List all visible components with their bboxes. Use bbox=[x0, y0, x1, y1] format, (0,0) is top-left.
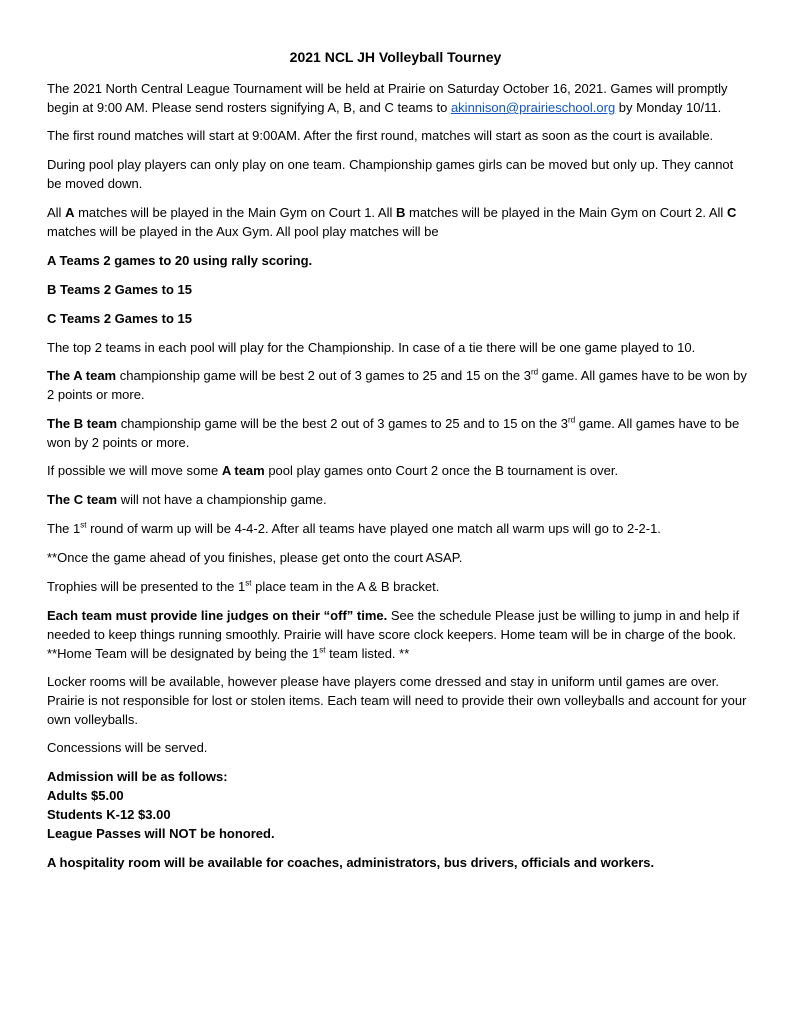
b-teams-rule: B Teams 2 Games to 15 bbox=[47, 282, 192, 297]
court-assignment-paragraph bbox=[47, 203, 747, 241]
move-text-1: If possible we will move some bbox=[47, 463, 222, 478]
home-team-text-1: **Home Team will be designated by being the 1 bbox=[47, 646, 320, 661]
court-text-4: matches will be played in the Aux Gym. All pool play matches will be bbox=[47, 224, 439, 239]
a-team-championship-paragraph bbox=[47, 366, 747, 404]
a-team-label: The A team bbox=[47, 368, 117, 383]
b-team-text-1: championship game will be the best 2 out of 3 games to 25 and to 15 on the 3 bbox=[117, 416, 569, 431]
hospitality-paragraph: A hospitality room will be available for coaches, administrators, bus drivers, officials and workers. bbox=[47, 855, 655, 870]
court-a-label: A bbox=[65, 205, 75, 220]
admission-students: Students K-12 $3.00 bbox=[47, 807, 171, 822]
trophies-text-2: place team in the A & B bracket. bbox=[251, 579, 440, 594]
trophies-sup: st bbox=[245, 578, 252, 588]
locker-rooms-paragraph: Locker rooms will be available, however please have players come dressed and stay in uniform until games are over. Prairie is not responsible for lost or stolen items. Each team will need to provide their own volleyballs and account for your own volleyballs. bbox=[47, 674, 747, 727]
b-team-label: The B team bbox=[47, 416, 118, 431]
court-b-label: B bbox=[396, 205, 406, 220]
page-title: 2021 NCL JH Volleyball Tourney bbox=[289, 49, 502, 65]
warm-up-text-2: round of warm up will be 4-4-2. After all teams have played one match all warm ups will go to 2-2-1. bbox=[86, 521, 661, 536]
move-text-2: pool play games onto Court 2 once the B tournament is over. bbox=[264, 463, 619, 478]
a-team-text-1: championship game will be best 2 out of 3 games to 25 and 15 on the 3 bbox=[116, 368, 531, 383]
line-judges-label: Each team must provide line judges on their “off” time. bbox=[47, 608, 388, 623]
warm-up-sup: st bbox=[80, 520, 87, 530]
concessions-paragraph: Concessions will be served. bbox=[47, 740, 208, 755]
admission-adults: Adults $5.00 bbox=[47, 788, 124, 803]
trophies-text-1: Trophies will be presented to the 1 bbox=[47, 579, 246, 594]
court-text-3: matches will be played in the Main Gym on Court 2. All bbox=[405, 205, 727, 220]
intro-paragraph bbox=[47, 79, 747, 117]
home-team-text-2: team listed. ** bbox=[325, 646, 410, 661]
court-text-1: All bbox=[47, 205, 66, 220]
c-team-label: The C team bbox=[47, 492, 118, 507]
move-games-paragraph bbox=[47, 461, 747, 480]
c-teams-rule: C Teams 2 Games to 15 bbox=[47, 311, 192, 326]
email-link[interactable]: akinnison@prairieschool.org bbox=[450, 100, 616, 115]
admission-block bbox=[47, 767, 747, 843]
court-asap-paragraph: **Once the game ahead of you finishes, please get onto the court ASAP. bbox=[47, 550, 463, 565]
admission-heading: Admission will be as follows: bbox=[47, 769, 228, 784]
first-round-paragraph: The first round matches will start at 9:00AM. After the first round, matches will start as soon as the court is available. bbox=[47, 128, 714, 143]
a-teams-rule: A Teams 2 games to 20 using rally scoring. bbox=[47, 253, 313, 268]
court-c-label: C bbox=[726, 205, 737, 220]
c-team-paragraph bbox=[47, 490, 747, 509]
warm-up-text-1: The 1 bbox=[47, 521, 81, 536]
home-team-sup: st bbox=[319, 645, 326, 655]
move-a-team-label: A team bbox=[221, 463, 265, 478]
intro-text-a: The 2021 North Central League Tournament will be held at Prairie on Saturday October 16, 2021. Games will promptly begin at 9:00 AM. Please send rosters signifying A, B, and C teams to bbox=[47, 81, 728, 115]
trophies-paragraph bbox=[47, 577, 747, 596]
b-team-sup: rd bbox=[568, 415, 576, 425]
warm-up-paragraph bbox=[47, 519, 747, 538]
a-team-sup: rd bbox=[530, 367, 539, 377]
b-team-text-2: game. All games have to be won by 2 points or more. bbox=[47, 416, 740, 450]
admission-passes: League Passes will NOT be honored. bbox=[47, 826, 275, 841]
a-team-text-2: game. All games have to be won by 2 points or more. bbox=[47, 368, 747, 402]
pool-play-paragraph: During pool play players can only play on one team. Championship games girls can be moved but only up. They cannot be moved down. bbox=[47, 157, 734, 191]
line-judges-text: See the schedule Please just be willing to jump in and help if needed to keep things running smoothly. Prairie will have score clock keepers. Home team will be in charge of the book. bbox=[47, 608, 740, 642]
championship-paragraph: The top 2 teams in each pool will play for the Championship. In case of a tie there will be one game played to 10. bbox=[47, 340, 696, 355]
court-text-2: matches will be played in the Main Gym on Court 1. All bbox=[74, 205, 396, 220]
line-judges-paragraph bbox=[47, 606, 747, 663]
b-team-championship-paragraph bbox=[47, 414, 747, 452]
intro-text-b: by Monday 10/11. bbox=[615, 100, 722, 115]
c-team-text: will not have a championship game. bbox=[117, 492, 327, 507]
